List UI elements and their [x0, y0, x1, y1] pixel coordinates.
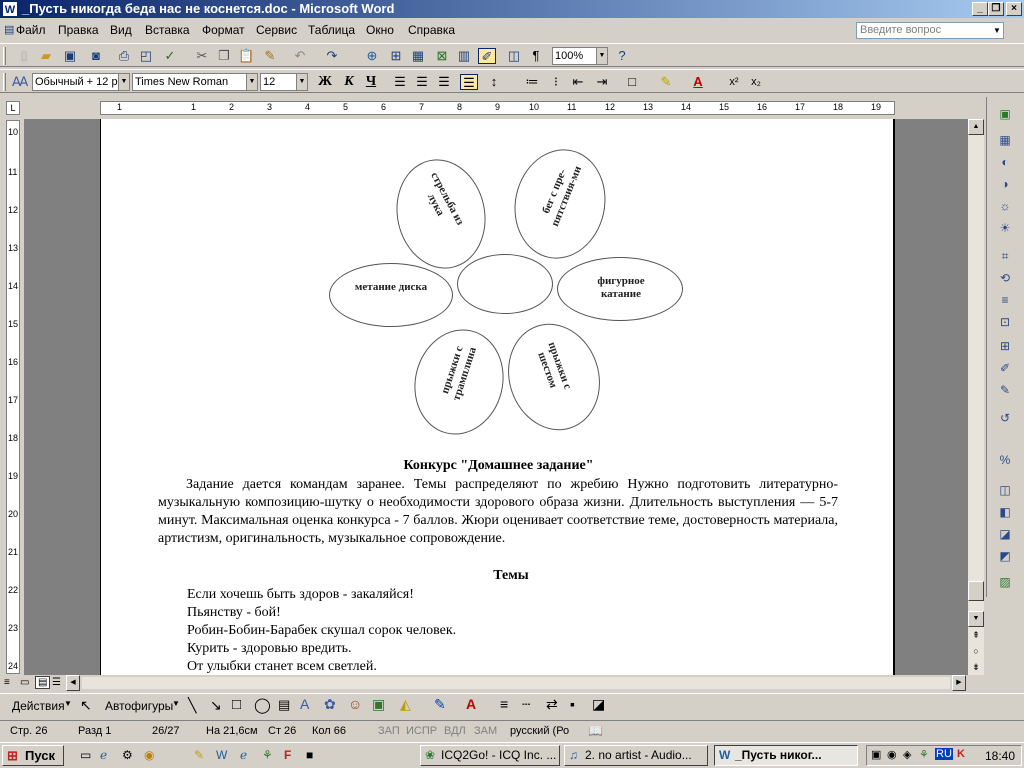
title-bar	[0, 0, 1024, 18]
style-select[interactable]: Обычный + 12 р ▼	[32, 73, 130, 91]
print-layout-icon[interactable]: ▤	[35, 676, 50, 689]
zoom-select[interactable]: 100% ▼	[552, 47, 608, 65]
align-center-icon[interactable]: ☰	[416, 74, 428, 89]
scroll-track[interactable]	[82, 677, 950, 689]
reset-picture-icon[interactable]: ↺	[999, 411, 1011, 425]
ruler-tick: 5	[343, 102, 349, 112]
web-view-icon[interactable]: ▭	[20, 677, 30, 688]
permission-icon[interactable]: ◙	[92, 48, 100, 63]
tray-language[interactable]: RU	[936, 748, 952, 760]
menu-insert[interactable]: Вставка	[145, 23, 190, 37]
ruler-tick: 12	[605, 102, 616, 112]
shape-icon-4[interactable]: ◩	[999, 549, 1011, 563]
border-icon[interactable]: □	[628, 74, 636, 89]
word-app-icon[interactable]: W	[2, 1, 18, 17]
petal-label: прыжки с шестом	[535, 340, 574, 391]
align-right-icon[interactable]: ☰	[438, 74, 450, 89]
font-size-select[interactable]: 12 ▼	[260, 73, 308, 91]
close-button[interactable]: ×	[1006, 2, 1022, 16]
drawing-icon[interactable]: ✐	[478, 48, 496, 64]
taskbar-item-icq[interactable]: ❀ ICQ2Go! - ICQ Inc. ...	[420, 745, 560, 766]
status-extend[interactable]: ВДЛ	[444, 725, 466, 737]
ruler-tick: 12	[8, 205, 19, 215]
justify-icon[interactable]: ☰	[460, 74, 478, 90]
paste-icon[interactable]: 📋	[238, 48, 255, 63]
ruler-tick: 13	[643, 102, 654, 112]
tray-icon-3[interactable]: ◈	[903, 749, 912, 761]
section-heading: Конкурс "Домашнее задание"	[403, 458, 594, 473]
ruler-tick: 17	[8, 395, 19, 405]
shape-icon[interactable]: ◫	[999, 483, 1011, 497]
theme-item: Если хочешь быть здоров - закаляйся!	[187, 587, 414, 602]
status-record[interactable]: ЗАП	[378, 725, 400, 737]
percent-icon[interactable]: %	[999, 453, 1011, 467]
audio-icon: ♫	[569, 748, 578, 762]
columns-icon[interactable]: ▥	[457, 48, 471, 63]
format-picture-icon[interactable]: ✐	[999, 361, 1011, 375]
hyperlink-icon[interactable]: ⊕	[366, 48, 378, 63]
petal-label: стрельба из лука	[424, 170, 467, 228]
ruler-tick: 8	[457, 102, 463, 112]
fill-color-icon[interactable]: ▨	[999, 575, 1011, 589]
ruler-tick: 4	[305, 102, 311, 112]
italic-button[interactable]: К	[344, 74, 354, 89]
less-contrast-icon[interactable]: ◑	[1001, 177, 1009, 191]
petal-label: прыжки с трамплина	[439, 344, 479, 403]
tables-borders-icon[interactable]: ⊞	[390, 48, 402, 63]
rectangle-icon[interactable]: □	[232, 696, 242, 713]
menu-file[interactable]: Файл	[16, 23, 46, 37]
line-icon[interactable]: ╲	[188, 697, 197, 713]
ruler-tick: 1	[117, 102, 123, 112]
standard-toolbar	[0, 43, 1024, 67]
ruler-tick: 16	[8, 357, 19, 367]
spelling-icon[interactable]: ✓	[164, 48, 176, 63]
quicklaunch-icon-10[interactable]: ■	[306, 748, 314, 762]
ruler-tick: 22	[8, 585, 19, 595]
redo-icon[interactable]: ↷	[326, 48, 338, 63]
oval-icon[interactable]: ◯	[254, 697, 271, 714]
save-icon[interactable]: ▣	[63, 48, 77, 63]
line-style-icon[interactable]: ≡	[500, 696, 509, 712]
numbering-icon[interactable]: ≔	[525, 74, 539, 89]
windows-logo-icon: ⊞	[7, 748, 18, 763]
menu-edit[interactable]: Правка	[58, 23, 99, 37]
themes-heading: Темы	[493, 568, 529, 583]
clock[interactable]: 18:40	[985, 749, 1016, 763]
tray-icon-2[interactable]: ◉	[887, 749, 897, 761]
icq-icon: ❀	[425, 748, 436, 762]
insert-picture-icon[interactable]: ▣	[999, 107, 1011, 121]
ruler-tick: 20	[8, 509, 19, 519]
theme-item: Робин-Бобин-Барабек скушал сорок человек.	[187, 623, 457, 638]
crop-icon[interactable]: ⌗	[1001, 249, 1009, 263]
insert-excel-icon[interactable]: ⊠	[436, 48, 448, 63]
shape-icon-2[interactable]: ◧	[999, 505, 1011, 519]
theme-item: Пьянству - бой!	[187, 605, 281, 620]
menu-help[interactable]: Справка	[408, 23, 456, 37]
menu-tools[interactable]: Сервис	[256, 23, 298, 37]
shape-icon-3[interactable]: ◪	[999, 527, 1011, 541]
format-painter-icon[interactable]: ✎	[264, 48, 276, 63]
compress-icon[interactable]: ⊡	[999, 315, 1011, 329]
rotate-icon[interactable]: ⟲	[999, 271, 1011, 285]
theme-item: От улыбки станет всем светлей.	[187, 659, 377, 674]
ruler-tick: 13	[8, 243, 19, 253]
status-bar	[0, 720, 1024, 740]
menu-table[interactable]: Таблица	[308, 23, 356, 37]
quicklaunch-icon-5[interactable]: ✎	[194, 748, 205, 762]
ruler-tick: 18	[8, 433, 19, 443]
more-brightness-icon[interactable]: ☼	[999, 199, 1011, 213]
system-tray	[866, 745, 1022, 766]
subscript-icon[interactable]: x₂	[751, 76, 761, 88]
diagram-icon[interactable]: ✿	[324, 696, 336, 712]
browse-object-icon[interactable]: ○	[973, 646, 979, 656]
tray-icon-1[interactable]: ▣	[871, 749, 882, 761]
dash-style-icon[interactable]: ┄	[522, 696, 531, 712]
taskbar-item-audio[interactable]: ♫ 2. no artist - Audio...	[564, 745, 708, 766]
prev-page-icon[interactable]: ⇞	[972, 630, 980, 640]
print-icon[interactable]: ⎙	[118, 48, 130, 63]
ruler-tick: 24	[8, 661, 19, 671]
quicklaunch-icon-3[interactable]: ⚙	[122, 748, 133, 762]
picture-toolbar	[986, 97, 1024, 597]
superscript-icon[interactable]: x²	[729, 76, 739, 88]
maximize-button[interactable]: ❐	[988, 2, 1004, 16]
insert-table-icon[interactable]: ▦	[411, 48, 425, 63]
ruler-tick: 7	[419, 102, 425, 112]
fill-color-icon[interactable]: ◭	[400, 696, 411, 712]
cut-icon[interactable]: ✂	[196, 48, 208, 63]
align-left-icon[interactable]: ☰	[394, 74, 406, 89]
ruler-tick: 14	[8, 281, 19, 291]
decrease-indent-icon[interactable]: ⇤	[572, 74, 584, 89]
ruler-tick: 21	[8, 547, 19, 557]
start-button[interactable]: ⊞ Пуск	[2, 745, 64, 766]
minimize-button[interactable]: _	[972, 2, 988, 16]
underline-button[interactable]: Ч	[365, 74, 377, 89]
window-title: _Пусть никогда беда нас не коснется.doc - Microsoft Word	[22, 1, 395, 16]
ruler-tick: 1	[191, 102, 197, 112]
new-document-icon[interactable]: ▯	[20, 48, 28, 63]
status-track-changes[interactable]: ИСПР	[406, 725, 438, 737]
arrow-style-icon[interactable]: ⇄	[546, 696, 558, 712]
drawing-toolbar	[0, 693, 1024, 717]
document-icon[interactable]: ▤	[4, 24, 15, 36]
bullets-icon[interactable]: ⁝	[553, 74, 559, 89]
increase-indent-icon[interactable]: ⇥	[596, 74, 608, 89]
diagram-petal	[329, 263, 453, 327]
tab-selector[interactable]: L	[6, 101, 20, 115]
text-box-icon[interactable]: ▤	[278, 697, 291, 712]
set-transparent-icon[interactable]: ✎	[999, 383, 1011, 397]
shadow-style-icon[interactable]: ▪	[570, 696, 575, 712]
spelling-status-icon[interactable]: 📖	[588, 724, 603, 738]
status-overtype[interactable]: ЗАМ	[474, 725, 498, 737]
word-icon: W	[719, 748, 731, 762]
status-position: На 21,6см	[206, 725, 258, 737]
help-dropdown-arrow[interactable]: ▼	[993, 26, 1001, 35]
next-page-icon[interactable]: ⇟	[972, 662, 980, 672]
quicklaunch-ie-icon[interactable]: ℯ	[100, 748, 108, 762]
normal-view-icon[interactable]: ≡	[4, 677, 10, 688]
ruler-tick: 16	[757, 102, 768, 112]
quicklaunch-desktop-icon[interactable]: ▭	[80, 748, 92, 762]
formatting-toolbar	[0, 69, 1024, 93]
text-wrapping-icon[interactable]: ⊞	[999, 339, 1011, 353]
ruler-tick: 14	[681, 102, 692, 112]
tray-antivirus-icon[interactable]: K	[957, 748, 965, 760]
quicklaunch-word-icon[interactable]: W	[216, 748, 228, 762]
ruler-tick: 18	[833, 102, 844, 112]
ruler-tick: 17	[795, 102, 806, 112]
taskbar-item-word[interactable]: W _Пусть никог...	[714, 745, 858, 766]
highlight-icon[interactable]: ✎	[660, 74, 672, 89]
insert-image-icon[interactable]: ▣	[372, 696, 386, 712]
scroll-right-arrow[interactable]: ▶	[952, 675, 966, 691]
help-icon[interactable]: ?	[618, 48, 626, 63]
outline-view-icon[interactable]: ☰	[52, 677, 61, 688]
image-control-icon[interactable]: ▦	[999, 133, 1011, 147]
menu-format[interactable]: Формат	[202, 23, 245, 37]
quicklaunch-ie2-icon[interactable]: ℯ	[240, 748, 248, 762]
ruler-tick: 10	[8, 127, 19, 137]
actions-arrow-icon: ▼	[64, 699, 72, 708]
show-hide-icon[interactable]: ¶	[532, 48, 540, 63]
menu-view[interactable]: Вид	[110, 23, 132, 37]
body-paragraph: Задание дается командам заранее. Темы распределяют по жребию Нужно подготовить литературно-музыкальную композицию-шутку о необходимости здорового образа жизни. Длительность выступления — 5-7 минут. Максимальная оценка конкурса - 7 баллов. Жюри оценивает соответствие теме, достоверность материала, артистизм, оригинальность, музыкальное сопровождение.	[158, 477, 838, 546]
ruler-tick: 9	[495, 102, 501, 112]
status-section: Разд 1	[78, 725, 112, 737]
document-page[interactable]	[100, 119, 895, 675]
help-search-input[interactable]: Введите вопрос	[856, 22, 1004, 39]
scroll-thumb[interactable]	[968, 581, 984, 601]
petal-label: фигурное катание	[597, 275, 645, 300]
open-folder-icon[interactable]: ▰	[41, 48, 51, 63]
status-line: Ст 26	[268, 725, 297, 737]
ruler-tick: 15	[719, 102, 730, 112]
scroll-down-arrow[interactable]: ▼	[968, 611, 984, 627]
ruler-tick: 10	[529, 102, 540, 112]
line-spacing-icon[interactable]: ↕	[490, 74, 498, 89]
3d-style-icon[interactable]: ◪	[592, 696, 606, 712]
ruler-tick: 2	[229, 102, 235, 112]
scroll-up-arrow[interactable]: ▲	[968, 119, 984, 135]
scroll-left-arrow[interactable]: ◀	[66, 675, 80, 691]
actions-menu[interactable]: Действия	[12, 699, 65, 713]
font-select[interactable]: Times New Roman ▼	[132, 73, 258, 91]
line-style-icon[interactable]: ≡	[1001, 293, 1009, 307]
tray-icon-4[interactable]: ⚘	[919, 749, 929, 761]
status-page: Стр. 26	[10, 725, 48, 737]
status-pages: 26/27	[152, 725, 180, 737]
theme-item: Курить - здоровью вредить.	[187, 641, 352, 656]
petal-label: метание диска	[354, 281, 428, 293]
document-map-icon[interactable]: ◫	[507, 48, 521, 63]
ruler-tick: 23	[8, 623, 19, 633]
more-contrast-icon[interactable]: ◐	[1001, 155, 1009, 169]
ruler-tick: 11	[8, 167, 18, 177]
autoshapes-menu[interactable]: Автофигуры	[105, 699, 174, 713]
less-brightness-icon[interactable]: ☀	[999, 221, 1011, 235]
vertical-ruler[interactable]	[6, 120, 20, 674]
menu-window[interactable]: Окно	[366, 23, 394, 37]
quicklaunch-icon-4[interactable]: ◉	[144, 748, 155, 762]
copy-icon[interactable]: ❐	[218, 48, 230, 63]
ruler-tick: 6	[381, 102, 387, 112]
undo-icon[interactable]: ↶	[294, 48, 306, 63]
petal-label: бег с пре-пятствия-ми	[540, 164, 585, 229]
arrow-icon[interactable]: ↘	[210, 697, 222, 713]
ruler-tick: 19	[8, 471, 19, 481]
styles-formatting-icon[interactable]: Ꜳ	[12, 74, 29, 89]
quicklaunch-far-icon[interactable]: F	[284, 748, 292, 762]
status-language: русский (Ро	[510, 725, 570, 737]
print-preview-icon[interactable]: ◰	[139, 48, 153, 63]
line-color-icon[interactable]: ✎	[434, 696, 446, 712]
ruler-tick: 3	[267, 102, 273, 112]
vertical-scrollbar[interactable]	[968, 119, 984, 675]
bold-button[interactable]: Ж	[318, 74, 332, 89]
select-objects-icon[interactable]: ↖	[80, 697, 92, 713]
autoshapes-arrow-icon: ▼	[172, 699, 180, 708]
diagram-center	[457, 254, 553, 314]
font-color-icon[interactable]: A	[693, 74, 703, 89]
horizontal-ruler[interactable]	[100, 101, 895, 115]
horizontal-scrollbar[interactable]	[0, 675, 968, 692]
quicklaunch-icon-8[interactable]: ⚘	[262, 748, 273, 762]
ruler-tick: 15	[8, 319, 19, 329]
ruler-tick: 11	[567, 102, 577, 112]
clipart-icon[interactable]: ☺	[348, 696, 363, 712]
status-column: Кол 66	[312, 725, 346, 737]
wordart-icon[interactable]: A	[300, 696, 310, 712]
ruler-tick: 19	[871, 102, 882, 112]
font-color-icon[interactable]: A	[466, 696, 477, 712]
